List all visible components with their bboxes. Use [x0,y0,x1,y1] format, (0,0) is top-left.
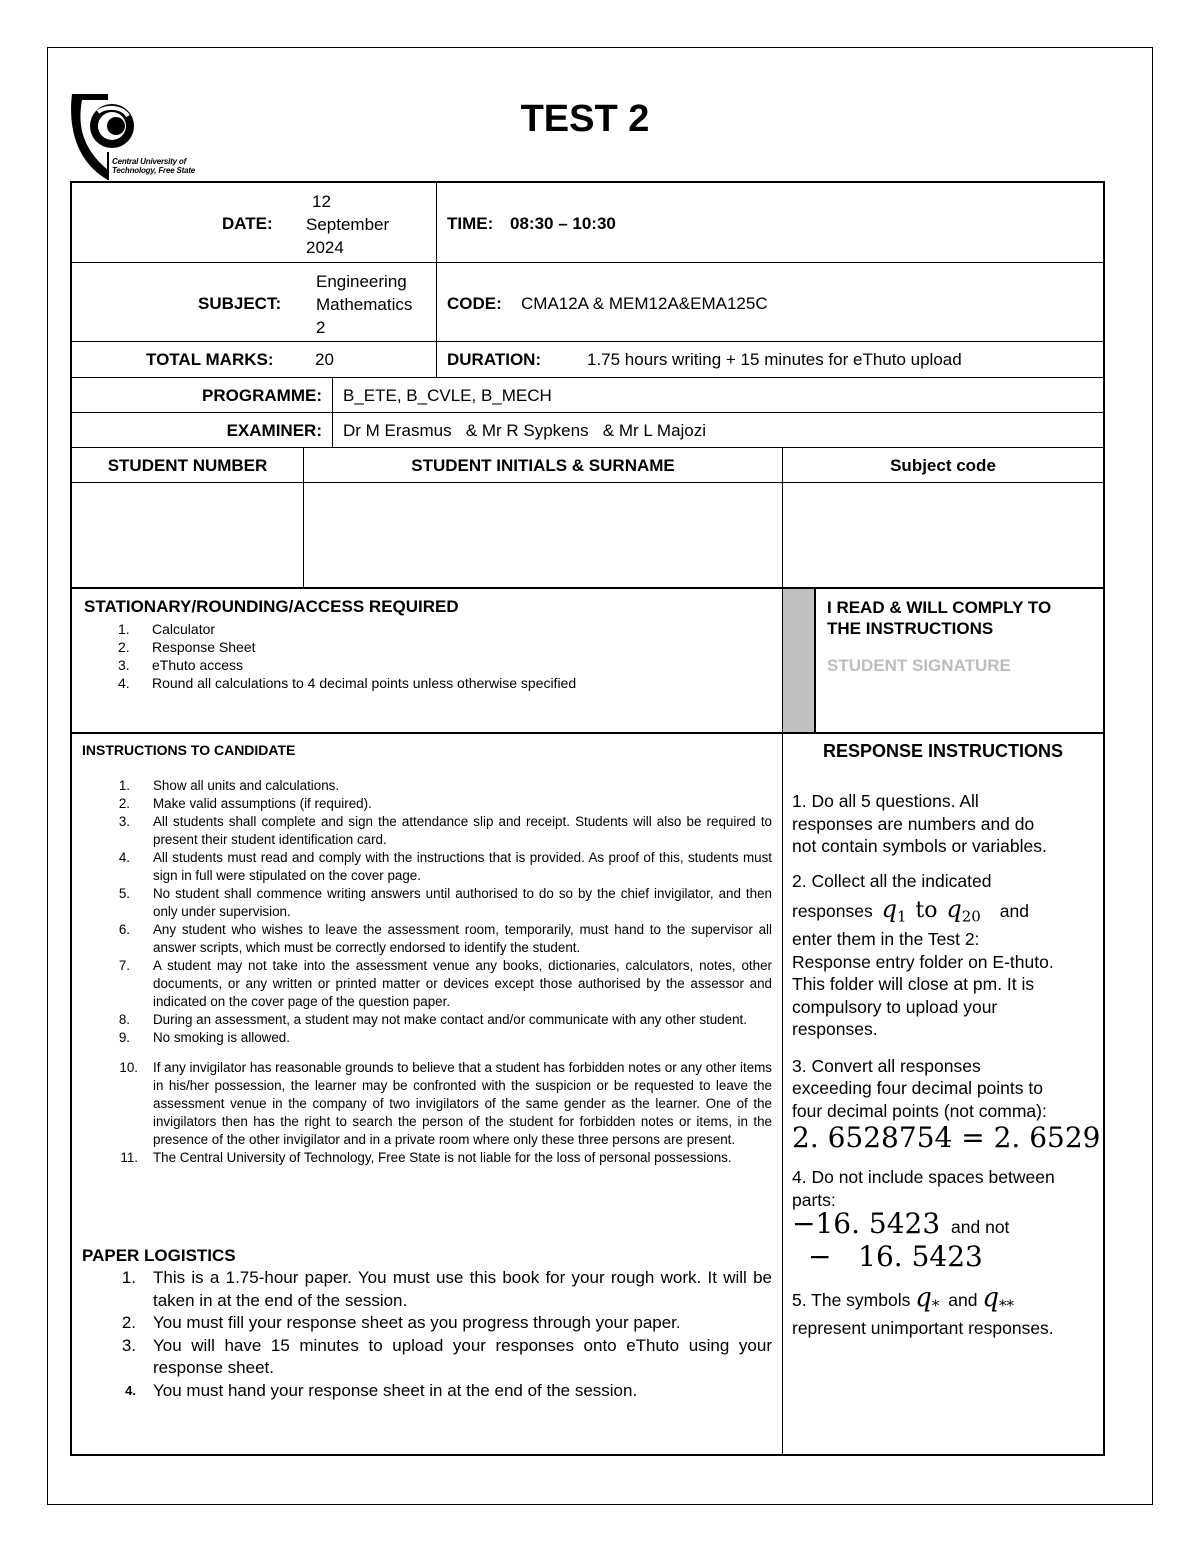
student-name-field[interactable] [303,482,783,589]
instructions-heading: INSTRUCTIONS TO CANDIDATE [82,742,296,758]
date-value-month: September [306,215,390,234]
duration-value: 1.75 hours writing + 15 minutes for eThuto upload [587,350,962,369]
response-p4: 4. Do not include spaces between parts: [792,1167,1055,1210]
response-q-star-symbol: q [915,1282,932,1313]
logistics-list [82,1267,772,1402]
subject-value-l3: 2 [316,318,326,337]
total-marks-cell [70,341,437,378]
instruction-item: 4. All students must read and comply with the instructions that is provided. As proof of this, students must sign in full were stipulated on the cover page. [118,850,772,883]
date-value-year: 2024 [306,238,344,257]
programme-value-cell [332,377,1105,413]
response-p4-math1: −16. 5423 [792,1207,941,1240]
instruction-item: 6. Any student who wishes to leave the assessment room, temporarily, must hand to the supervisor all answer scripts, which must be correctly endorsed to identify the student. [118,922,772,955]
logistics-item: 4. You must hand your response sheet in at the end of the session. [125,1380,638,1400]
stationary-item: 1. Calculator [118,621,216,637]
response-p1: 1. Do all 5 questions. All responses are numbers and do not contain symbols or variables. [792,791,1047,856]
stationary-item: 2. Response Sheet [118,639,256,655]
logistics-heading: PAPER LOGISTICS [82,1246,236,1265]
response-p2-b: responses [792,901,873,921]
code-label: CODE: [447,294,502,313]
response-q-dstar-sub: ** [998,1296,1014,1314]
stationary-list [84,620,576,692]
stationary-item: 4. Round all calculations to 4 decimal points unless otherwise specified [118,675,577,691]
student-number-field[interactable] [70,482,304,589]
programme-label: PROGRAMME: [202,386,322,405]
comply-text [827,597,1051,639]
logistics-item: 1. This is a 1.75-hour paper. You must use this book for your rough work. It will be taken in at the end of the session. [121,1268,772,1310]
response-p5-b: represent unimportant responses. [792,1317,1054,1338]
signature-label[interactable]: STUDENT SIGNATURE [827,656,1011,675]
total-marks-label: TOTAL MARKS: [146,350,274,369]
response-cell [782,733,1105,1456]
date-value-day: 12 [312,192,331,211]
instructions-list [82,777,772,1167]
student-name-header-text: STUDENT INITIALS & SURNAME [411,456,675,475]
stationary-item: 3. eThuto access [118,657,244,673]
response-p4-line [792,1207,1062,1240]
examiner-label-cell [70,412,333,448]
response-p2-b-line [792,895,1092,928]
subject-code-field[interactable] [782,482,1105,589]
duration-label: DURATION: [447,350,542,369]
comply-line2: THE INSTRUCTIONS [827,619,994,638]
page-title: TEST 2 [520,98,650,140]
subject-value-l1: Engineering [316,272,407,291]
response-p2-a: 2. Collect all the indicated [792,870,992,891]
logo-text-line2: Technology, Free State [112,166,196,175]
subject-value-l2: Mathematics [316,295,413,314]
instruction-item: 11. The Central University of Technology, Free State is not liable for the loss of personal possessions. [120,1150,732,1165]
instruction-item: 3. All students shall complete and sign the attendance slip and receipt. Students will also be required to present their student identification card. [118,814,772,847]
instructions-cell [70,733,783,1456]
response-p5-line [792,1282,1062,1317]
time-label: TIME: [447,214,494,233]
instruction-item: 8. During an assessment, a student may not make contact and/or communicate with any other student. [118,1012,747,1027]
subject-cell [70,262,437,342]
instruction-item: 5. No student shall commence writing answers until authorised to do so by the chief invigilator, and then only under supervision. [118,886,772,919]
stationary-heading: STATIONARY/ROUNDING/ACCESS REQUIRED [84,597,459,616]
comply-cell [782,588,1105,734]
date-label: DATE: [222,214,273,233]
response-p4-andnot: and not [951,1217,1010,1237]
response-q-star-sub: * [931,1296,940,1314]
instruction-item: 9. No smoking is allowed. [118,1030,290,1045]
examiner-value: Dr M Erasmus & Mr R Sypkens & Mr L Majozi [343,421,707,440]
programme-label-cell [70,377,333,413]
response-q20-symbol: q [946,895,962,923]
examiner-label: EXAMINER: [226,421,322,440]
student-number-header [70,447,304,483]
subject-value [316,270,412,339]
response-q1-sub: 1 [897,907,907,926]
subject-code-header [782,447,1105,483]
examiner-value-cell [332,412,1105,448]
logo-text [112,157,195,175]
subject-code-header-text: Subject code [890,456,996,475]
logistics-item: 2. You must fill your response sheet as you progress through your paper. [121,1313,681,1332]
code-value: CMA12A & MEM12A&EMA125C [521,294,768,313]
date-cell [70,181,437,263]
time-cell [436,181,1105,263]
subject-label: SUBJECT: [198,294,282,313]
student-name-header [303,447,783,483]
comply-line1: I READ & WILL COMPLY TO [827,598,1052,617]
logo-text-line1: Central University of [112,157,187,166]
response-q1-symbol: q [881,895,897,923]
programme-value: B_ETE, B_CVLE, B_MECH [343,386,552,405]
response-p2-and: and [999,901,1029,921]
response-q20-sub: 20 [961,907,981,926]
response-heading: RESPONSE INSTRUCTIONS [822,741,1064,761]
response-q-dstar-symbol: q [982,1282,999,1313]
instruction-item: 1. Show all units and calculations. [118,778,340,793]
stationary-cell [70,588,783,734]
total-marks-value: 20 [315,350,334,369]
response-body [792,790,1101,1339]
response-p3: 3. Convert all responses exceeding four decimal points to four decimal points (not comma): [792,1055,1047,1121]
response-to: to [915,898,938,923]
instruction-item: 7. A student may not take into the assessment venue any books, dictionaries, calculators, notes, other documents, or any written or printed matter or devices except those authorised by the assessor and indicated on the cover page of the question paper. [118,958,772,1009]
date-value [306,190,389,259]
code-cell [436,262,1105,342]
response-p4-math2: − 16. 5423 [808,1239,983,1273]
response-p3-math: 2. 6528754 = 2. 6529 [792,1121,1101,1154]
instruction-item: 10. If any invigilator has reasonable grounds to believe that a student has forbidden notes or any other items in his/her possession, the learner may be confronted with the suspicion or be requested to leave the assessment venue in the company of two invigilators of the same gender as the learner. One of the invigilators then has the right to search the person of the student for forbidden notes or items, in the presence of the other invigilator and in a private room where only these three persons are present. [119,1060,772,1147]
time-value: 08:30 – 10:30 [510,214,616,233]
instruction-item: 2. Make valid assumptions (if required). [118,796,372,811]
logistics-item: 3. You will have 15 minutes to upload your responses onto eThuto using your response sheet. [121,1335,772,1377]
response-p5-a: 5. The symbols [792,1289,911,1310]
response-p2-c: enter them in the Test 2: Response entry folder on E-thuto. This folder will close at pm. It is compulsory to upload your responses. [792,929,1054,1039]
response-p5-and: and [948,1289,978,1310]
student-number-header-text: STUDENT NUMBER [107,456,268,475]
duration-cell [436,341,1105,378]
